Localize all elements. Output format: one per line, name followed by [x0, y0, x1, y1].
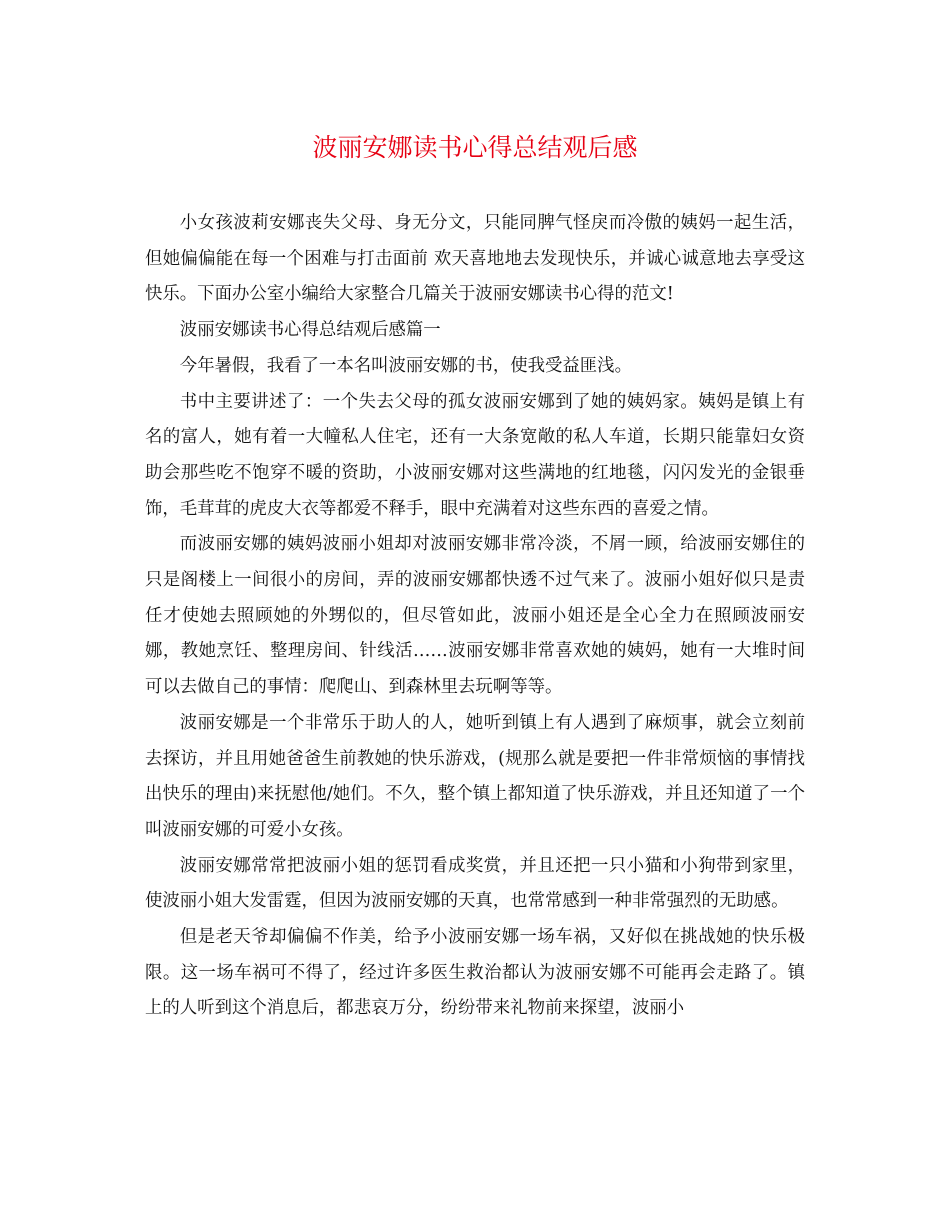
paragraph: 波丽安娜常常把波丽小姐的惩罚看成奖赏，并且还把一只小猫和小狗带到家里，使波丽小姐大发雷霆，但因为波丽安娜的天真，也常常感到一种非常强烈的无助感。 — [145, 855, 805, 912]
section-heading: 波丽安娜读书心得总结观后感篇一 — [179, 320, 441, 341]
paragraph: 书中主要讲述了：一个失去父母的孤女波丽安娜到了她的姨妈家。姨妈是镇上有名的富人，她有着一大幢私人住宅，还有一大条宽敞的私人车道，长期只能靠妇女资助会那些吃不饱穿不暖的资助，小波丽安娜对这些满地的红地毯，闪闪发光的金银垂饰，毛茸茸的虎皮大衣等都爱不释手，眼中充满着对这些东西的喜爱之情。 — [145, 391, 805, 519]
paragraph: 而波丽安娜的姨妈波丽小姐却对波丽安娜非常冷淡，不屑一顾，给波丽安娜住的只是阁楼上一间很小的房间，弄的波丽安娜都快透不过气来了。波丽小姐好似只是责任才使她去照顾她的外甥似的，但尽管如此，波丽小姐还是全心全力在照顾波丽安娜，教她烹饪、整理房间、针线活……波丽安娜非常喜欢她的姨妈，她有一大堆时间可以去做自己的事情：爬爬山、到森林里去玩啊等等。 — [145, 534, 805, 698]
paragraph: 波丽安娜是一个非常乐于助人的人，她听到镇上有人遇到了麻烦事，就会立刻前去探访，并且用她爸爸生前教她的快乐游戏，(规那么就是要把一件非常烦恼的事情找出快乐的理由)来抚慰他/她们。不久，整个镇上都知道了快乐游戏，并且还知道了一个叫波丽安娜的可爱小女孩。 — [145, 712, 805, 840]
paragraph: 但是老天爷却偏偏不作美，给予小波丽安娜一场车祸，又好似在挑战她的快乐极限。这一场车祸可不得了，经过许多医生救治都认为波丽安娜不可能再会走路了。镇上的人听到这个消息后，都悲哀万分，纷纷带来礼物前来探望，波丽小 — [145, 927, 805, 1019]
paragraph-intro: 小女孩波莉安娜丧失父母、身无分文，只能同脾气怪戾而冷傲的姨妈一起生活，但她偏偏能在每一个困难与打击面前 欢天喜地地去发现快乐，并诚心诚意地去享受这快乐。下面办公室小编给大家整合几篇关于波丽安娜读书心得的范文! — [145, 213, 805, 305]
paragraph: 今年暑假，我看了一本名叫波丽安娜的书，使我受益匪浅。 — [179, 355, 632, 376]
page-title: 波丽安娜读书心得总结观后感 — [312, 133, 638, 162]
document-body — [145, 206, 805, 1027]
